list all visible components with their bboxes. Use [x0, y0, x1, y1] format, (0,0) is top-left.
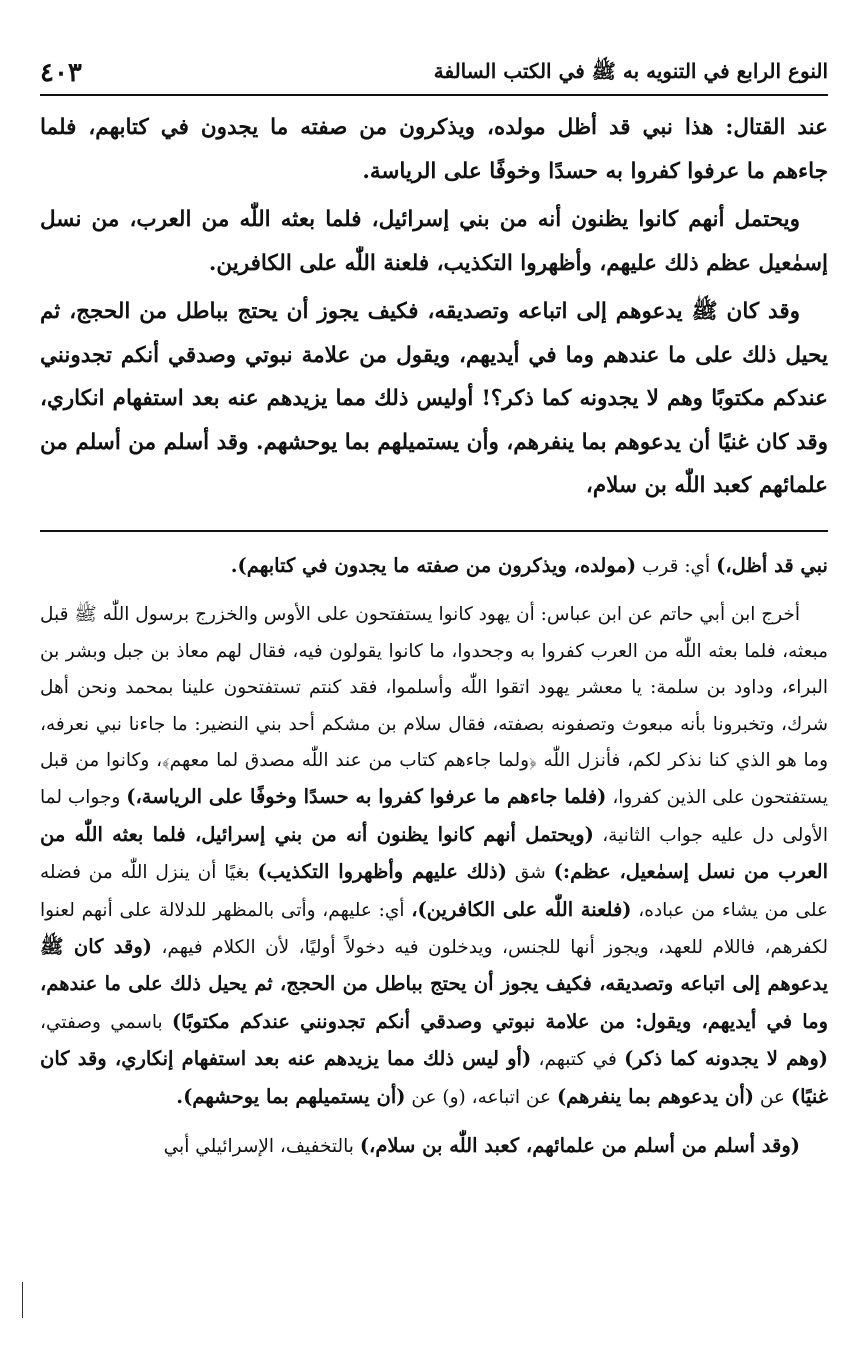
quoted-text: نبي قد أظل،) [716, 554, 828, 577]
commentary-text: أخرج ابن أبي حاتم عن ابن عباس: أن يهود كانوا يستفتحون على الأوس والخزرج برسول اللّٰه ﷺ قبل مبعثه، فلما بعثه اللّٰه من العرب كفروا به وجحدوا، ما كانوا يقولون فيه، فقال لهم معاذ بن جبل وبشر بن البراء، وداود بن سلمة: يا معشر يهود اتقوا اللّٰه وأسلموا، فقد كنتم تستفتحون علينا بمحمد ونحن أهل شرك، وتخبرونا بأنه مبعوث وتصفونه بصفته، فقال سلام بن مشكم أحد بني النضير: ما جاءنا نبي نعرفه، وما هو الذي كنا نذكر لكم، فأنزل اللّٰه ﴿ولما جاءهم كتاب من عند اللّٰه مصدق لما معهم﴾، وكانوا من قبل يستفتحون على الذين كفروا، [40, 604, 828, 809]
quoted-text: (وهم لا يجدونه كما ذكر) [624, 1047, 828, 1071]
commentary-text: عن [753, 1086, 791, 1108]
quoted-text: (فلما جاءهم ما عرفوا كفروا به حسدًا وخوفًا على الرياسة،) [126, 785, 607, 809]
main-text [40, 106, 828, 508]
quoted-text: (أن يستميلهم بما يوحشهم). [176, 1084, 406, 1108]
commentary-text: باسمي وصفتي، [40, 1011, 172, 1033]
commentary-text: في كتبهم، [531, 1049, 625, 1071]
quoted-text: (ذلك عليهم وأظهروا التكذيب) [257, 860, 507, 884]
quoted-text: (فلعنة اللّٰه على الكافرين)، [411, 897, 632, 921]
running-title: النوع الرابع في التنويه به ﷺ في الكتب السالفة [433, 59, 828, 83]
commentary-text: بالتخفيف، الإسرائيلي أبي [163, 1136, 360, 1158]
commentary-paragraph [40, 1128, 828, 1165]
page-header [40, 46, 828, 96]
commentary-text: أي: قرب [636, 556, 717, 577]
commentary-text: شق [506, 862, 554, 884]
main-paragraph: وقد كان ﷺ يدعوهم إلى اتباعه وتصديقه، فكيف يجوز أن يحتج بباطل من الحجج، ثم يحيل ذلك على ما عندهم وما في أيديهم، ويقول من علامة نبوتي وصدقي أنكم تجدونني عندكم مكتوبًا وهم لا يجدونه كما ذكر؟! أوليس ذلك مما يزيدهم عنه بعد استفهام انكاري، وقد كان غنيًا أن يدعوهم بما ينفرهم، وأن يستميلهم بما يوحشهم. وقد أسلم من أسلم من علمائهم كعبد اللّٰه بن سلام، [40, 299, 828, 498]
quoted-text: (وقد أسلم من أسلم من علمائهم، كعبد اللّٰه بن سلام،) [359, 1134, 800, 1158]
quoted-text: (ويحتمل أنهم كانوا يظنون أنه من بني إسرائيل، فلما بعثه اللّٰه من العرب من نسل إسمٰعيل، عظم:) [40, 822, 828, 884]
commentary-text: أي: عليهم، وأتى بالمظهر للدلالة على أنهم لعنوا لكفرهم، فاللام للعهد، ويجوز أنها للجنس، ويدخلون فيه دخولاً أوليًا، لأن الكلام فيهم، [40, 899, 828, 959]
commentary-paragraph [40, 597, 828, 1116]
footnote-divider [40, 530, 828, 532]
main-paragraph: ويحتمل أنهم كانوا يظنون أنه من بني إسرائيل، فلما بعثه اللّٰه من العرب، من نسل إسمٰعيل عظم ذلك عليهم، وأظهروا التكذيب، فلعنة اللّٰه على الكافرين. [40, 207, 828, 276]
page-number: ٤٠٣ [40, 58, 82, 88]
commentary [40, 548, 828, 1166]
quoted-text: (مولده، ويذكرون من صفته ما يجدون في كتابهم). [230, 554, 637, 577]
margin-mark [22, 1282, 23, 1318]
quoted-text: (أن يدعوهم بما ينفرهم) [556, 1084, 754, 1108]
quoted-text: (وقد كان ﷺ يدعوهم إلى اتباعه وتصديقه، فكيف يجوز أن يحتج بباطل من الحجج، ثم يحيل ذلك على ما عندهم، وما في أيديهم، ويقول: من علامة نبوتي وصدقي أنكم تجدونني عندكم مكتوبًا) [40, 935, 828, 1033]
commentary-text: وجواب لما الأولى دل عليه جواب الثانية، [40, 787, 828, 846]
commentary-text: بغيًا أن ينزل اللّٰه من فضله على من يشاء من عباده، [40, 862, 829, 921]
quoted-text: (أو ليس ذلك مما يزيدهم عنه بعد استفهام إنكاري، وقد كان غنيًا) [40, 1047, 828, 1108]
commentary-paragraph [40, 548, 828, 585]
commentary-text: عن اتباعه، (و) عن [405, 1086, 557, 1108]
main-paragraph: عند القتال: هذا نبي قد أظل مولده، ويذكرون من صفته ما يجدون في كتابهم، فلما جاءهم ما عرفوا كفروا به حسدًا وخوفًا على الرياسة. [40, 115, 828, 184]
